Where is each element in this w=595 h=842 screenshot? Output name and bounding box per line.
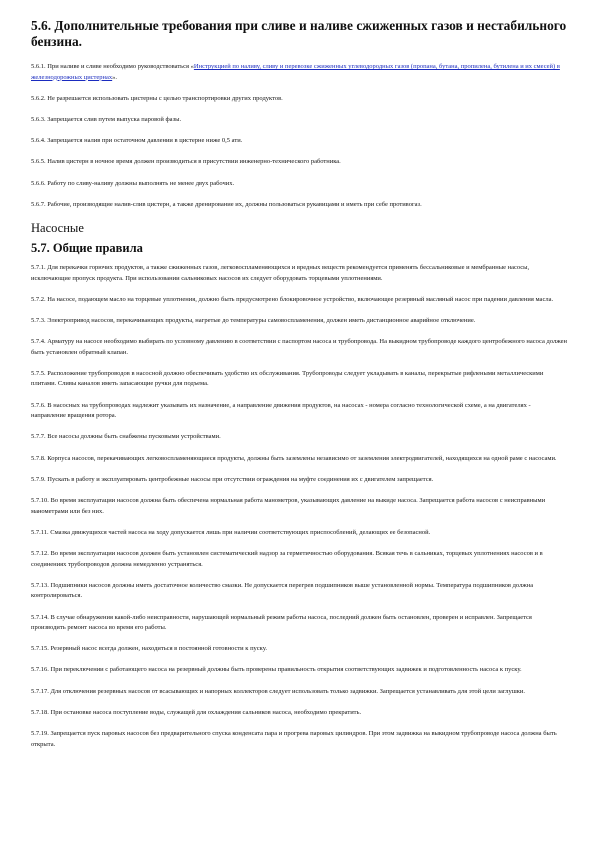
paragraph-5-6-1 — [31, 62, 567, 83]
paragraph-5-7-11: 5.7.11. Смазка движущихся частей насоса на ходу допускается лишь при наличии соответствующих приспособлений, делающих ее безопасной. — [31, 528, 431, 536]
paragraph-5-7-17: 5.7.17. Для отключения резервных насосов от всасывающих и напорных коллекторов следует использовать только задвижки. Запрещается устанавливать для этой цели заглушки. — [31, 687, 526, 695]
paragraph-5-7-16: 5.7.16. При переключении с работающего насоса на резервный должны быть проверены правильность открытия соответствующих задвижек и подготовленность насоса к пуску. — [31, 666, 522, 674]
paragraph-5-7-2: 5.7.2. На насосе, подающем масло на торцевые уплотнения, должно быть предусмотрено блокировочное устройство, включающее резервный масляный насос при падении давления масла. — [31, 295, 554, 303]
paragraph-5-6-1-prefix: 5.6.1. При наливе и сливе необходимо руководствоваться « — [31, 63, 194, 70]
paragraph-5-7-18: 5.7.18. При остановке насоса поступление воды, служащей для охлаждения сальников насоса, необходимо прекратить. — [31, 708, 362, 716]
paragraph-5-6-2: 5.6.2. Не разрешается использовать цистерны с целью транспортировки других продуктов. — [31, 94, 283, 102]
paragraph-5-7-4: 5.7.4. Арматуру на насосе необходимо выбирать по условному давлению в соответствии с паспортом насоса и трубопровода. На выкидном трубопроводе каждого центробежного насоса должен быть установлен обратный клапан. — [31, 338, 568, 356]
paragraph-5-6-4: 5.6.4. Запрещается налив при остаточном давлении в цистерне ниже 0,5 ати. — [31, 137, 243, 145]
paragraph-5-7-7: 5.7.7. Все насосы должны быть снабжены пусковыми устройствами. — [31, 433, 221, 441]
document-page — [31, 18, 567, 761]
paragraph-5-6-5: 5.6.5. Налив цистерн в ночное время должен производиться в присутствии инженерно-технического работника. — [31, 158, 341, 166]
paragraph-5-7-13: 5.7.13. Подшипники насосов должны иметь достаточное количество смазки. Не допускается перегрев подшипников выше установленной нормы. Температура подшипников должна контролироваться. — [31, 581, 534, 600]
paragraph-5-7-14: 5.7.14. В случае обнаружения какой-либо неисправности, нарушающей нормальный режим работы насоса, последний должен быть остановлен, проверен и исправлен. Запрещается производить ремонт насоса во время его работы. — [31, 613, 532, 632]
pumps-heading: Насосные — [31, 220, 84, 235]
section-5-6-title: 5.6. Дополнительные требования при сливе и наливе сжиженных газов и нестабильного бензина. — [31, 18, 567, 49]
paragraph-5-7-15: 5.7.15. Резервный насос всегда должен, находиться в постоянной готовности к пуску. — [31, 645, 267, 653]
paragraph-5-7-3: 5.7.3. Электропривод насосов, перекачивающих продукты, нагретые до температуры самовоспламенения, должен иметь дистанционное аварийное отключение. — [31, 316, 476, 324]
paragraph-5-7-8: 5.7.8. Корпуса насосов, перекачивающих легковоспламеняющиеся продукты, должны быть заземлены независимо от заземления электродвигателей, находящихся на одной раме с насосами. — [31, 454, 557, 462]
paragraph-5-7-6: 5.7.6. В насосных на трубопроводах надлежит указывать их назначение, а направление движения продуктов, на насосах - номера согласно технологической схеме, а на двигателях - направление вращения ротора. — [31, 401, 531, 420]
paragraph-5-7-5: 5.7.5. Расположение трубопроводов в насосной должно обеспечивать удобство их обслуживания. Трубопроводы следует укладывать в каналы, перекрытые рифлеными металлическими плитами. Сливы каналов иметь запасающие ручки для подъема. — [31, 369, 544, 388]
paragraph-5-6-1-suffix: ». — [112, 73, 118, 81]
paragraph-5-7-9: 5.7.9. Пускать в работу и эксплуатировать центробежные насосы при отсутствии ограждения на муфте соединения их с двигателем запрещается. — [31, 475, 434, 483]
paragraph-5-6-6: 5.6.6. Работу по сливу-наливу должны выполнять не менее двух рабочих. — [31, 179, 235, 187]
paragraph-5-7-1: 5.7.1. Для перекачки горючих продуктов, а также сжиженных газов, легковоспламеняющихся и вредных веществ рекомендуется применять бессальниковые и мембранные насосы, исключающие пропуск продукта. При использовании сальниковых насосов их следует оборудовать торцевыми уплотнениями. — [31, 263, 530, 282]
instruction-link[interactable]: Инструкцией по наливу, сливу и перевозке сжиженных углеводородных газов (пропана, бутана, пропилена, бутилена и их смесей) в железнодорожных цистернах — [31, 63, 560, 81]
paragraph-5-7-12: 5.7.12. Во время эксплуатации насосов должен быть установлен систематический надзор за герметичностью оборудования. Всякая течь в сальниках, торцевых уплотнениях насосов и в соединениях трубопроводов должна немедленно устраняться. — [31, 549, 543, 568]
section-5-7-title: 5.7. Общие правила — [31, 240, 143, 255]
paragraph-5-7-10: 5.7.10. Во время эксплуатации насосов должна быть обеспечена нормальная работа манометров, указывающих давление на выкиде насоса. Запрещается работа насосов с неисправными манометрами или без них. — [31, 496, 546, 515]
paragraph-5-7-19: 5.7.19. Запрещается пуск паровых насосов без предварительного спуска конденсата пара и прогрева паровых цилиндров. При этом задвижка на выкидном трубопроводе насоса должна быть открыта. — [31, 730, 557, 748]
paragraph-5-6-3: 5.6.3. Запрещается слив путем выпуска паровой фазы. — [31, 115, 182, 123]
paragraph-5-6-7: 5.6.7. Рабочие, производящие налив-слив цистерн, а также дренирование их, должны пользоваться рукавицами и иметь при себе противогаз. — [31, 200, 422, 208]
